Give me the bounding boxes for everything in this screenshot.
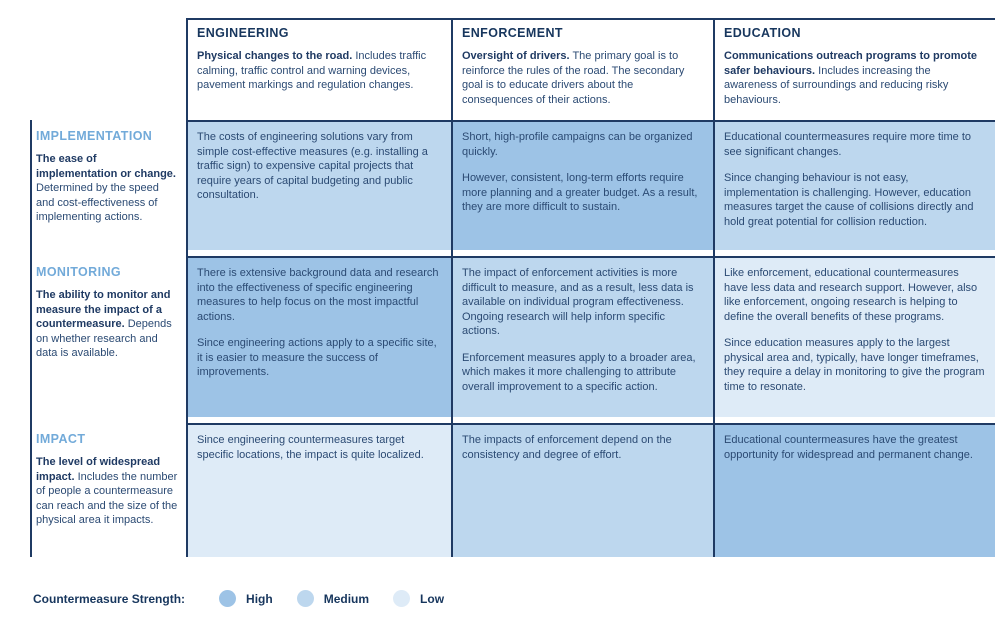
row-header-monitoring — [30, 256, 186, 417]
legend-item-label: Medium — [323, 591, 370, 606]
strength-medium-dot-icon — [297, 590, 314, 607]
column-lead-enforcement: Oversight of drivers. — [462, 50, 570, 62]
cell-paragraph: Like enforcement, educational countermeasures have less data and research support. However, also like enforcement, ongoing research is helping to define the overall benefits of these programs. — [724, 267, 978, 323]
cell-education-impact — [715, 423, 995, 557]
row-desc-monitoring — [36, 288, 178, 361]
column-title-engineering: ENGINEERING — [197, 26, 289, 40]
column-desc-text-engineering: Includes traffic calming, traffic control and warning devices, pavement markings and regulation changes. — [197, 50, 427, 91]
cell-paragraph: The impacts of enforcement depend on the consistency and degree of effort. — [462, 434, 672, 461]
legend-item-high — [219, 590, 273, 607]
cell-engineering-implementation — [188, 120, 451, 250]
cell-paragraph: Educational countermeasures require more time to see significant changes. — [724, 131, 972, 158]
cell-paragraph: There is extensive background data and research into the effectiveness of specific engineering measures to help focus on the most impactful actions. — [197, 267, 439, 323]
row-desc-impact — [36, 455, 178, 528]
cell-enforcement-implementation — [453, 120, 713, 250]
column-lead-education: Communications outreach programs to promote safer behaviours. — [724, 50, 978, 77]
row-title-implementation: IMPLEMENTATION — [36, 129, 153, 143]
row-desc-text-impact: Includes the number of people a countermeasure can reach and the size of the physical area it impacts. — [36, 470, 178, 526]
column-title-education: EDUCATION — [724, 26, 801, 40]
row-lead-monitoring: The ability to monitor and measure the impact of a countermeasure. — [36, 289, 171, 330]
cell-enforcement-monitoring — [453, 256, 713, 417]
cell-education-monitoring — [715, 256, 995, 417]
legend-label: Countermeasure Strength: — [33, 591, 186, 606]
row-desc-implementation — [36, 152, 178, 225]
cell-paragraph: Educational countermeasures have the greatest opportunity for widespread and permanent change. — [724, 434, 973, 461]
row-header-impact — [30, 423, 186, 557]
cell-paragraph: Enforcement measures apply to a broader area, which makes it more challenging to attribute overall improvement to a specific action. — [462, 351, 696, 393]
legend — [33, 590, 468, 607]
column-desc-education — [724, 49, 983, 107]
column-header-engineering — [188, 18, 451, 114]
column-lead-engineering: Physical changes to the road. — [197, 50, 353, 62]
cell-paragraph: The impact of enforcement activities is more difficult to measure, and as a result, less data is available on individual program effectiveness. Ongoing research will help inform specific actions. — [462, 267, 694, 337]
column-enforcement — [451, 18, 713, 557]
cell-paragraph: Since engineering actions apply to a specific site, it is easier to measure the success of improvements. — [197, 337, 437, 378]
strength-high-dot-icon — [219, 590, 236, 607]
row-desc-text-monitoring: Depends on whether research and data is available. — [36, 318, 172, 359]
cell-enforcement-impact — [453, 423, 713, 557]
column-desc-text-enforcement: The primary goal is to reinforce the rules of the road. The secondary goal is to educate drivers about the consequences of their actions. — [462, 50, 685, 106]
row-desc-text-implementation: Determined by the speed and cost-effectiveness of implementing actions. — [36, 182, 159, 223]
row-title-monitoring: MONITORING — [36, 265, 122, 279]
column-desc-engineering — [197, 49, 439, 93]
cell-paragraph: The costs of engineering solutions vary from simple cost-effective measures (e.g. installing a traffic sign) to expensive capital projects that require years of capital budgeting and public consultation. — [197, 131, 428, 201]
strength-low-dot-icon — [393, 590, 410, 607]
column-education — [713, 18, 995, 557]
column-desc-enforcement — [462, 49, 701, 107]
cell-paragraph: Since engineering countermeasures target specific locations, the impact is quite localized. — [197, 434, 424, 461]
row-header-column — [30, 18, 186, 557]
cell-education-implementation — [715, 120, 995, 250]
row-lead-implementation: The ease of implementation or change. — [36, 153, 176, 180]
column-desc-text-education: Includes increasing the awareness of surroundings and reducing risky behaviours. — [724, 64, 949, 106]
row-lead-impact: The level of widespread impact. — [36, 456, 161, 483]
column-header-enforcement — [453, 18, 713, 114]
column-header-education — [715, 18, 995, 114]
cell-engineering-monitoring — [188, 256, 451, 417]
legend-item-low — [393, 590, 444, 607]
cell-paragraph: Short, high-profile campaigns can be organized quickly. — [462, 131, 693, 158]
row-header-implementation — [30, 120, 186, 250]
countermeasure-matrix — [30, 18, 995, 557]
row-header-spacer — [30, 18, 186, 114]
cell-engineering-impact — [188, 423, 451, 557]
cell-paragraph: However, consistent, long-term efforts require more planning and a greater budget. As a result, they are more difficult to sustain. — [462, 172, 698, 213]
cell-paragraph: Since changing behaviour is not easy, implementation is challenging. However, education measures target the cause of collisions directly and hold great potential for collision reduction. — [724, 172, 974, 228]
column-title-enforcement: ENFORCEMENT — [462, 26, 563, 40]
row-title-impact: IMPACT — [36, 432, 86, 446]
legend-item-label: High — [246, 591, 273, 606]
column-engineering — [186, 18, 451, 557]
legend-item-label: Low — [420, 591, 445, 606]
legend-item-medium — [297, 590, 369, 607]
cell-paragraph: Since education measures apply to the largest physical area and, typically, have longer timeframes, they require a delay in monitoring to give the program time to resonate. — [724, 337, 985, 393]
